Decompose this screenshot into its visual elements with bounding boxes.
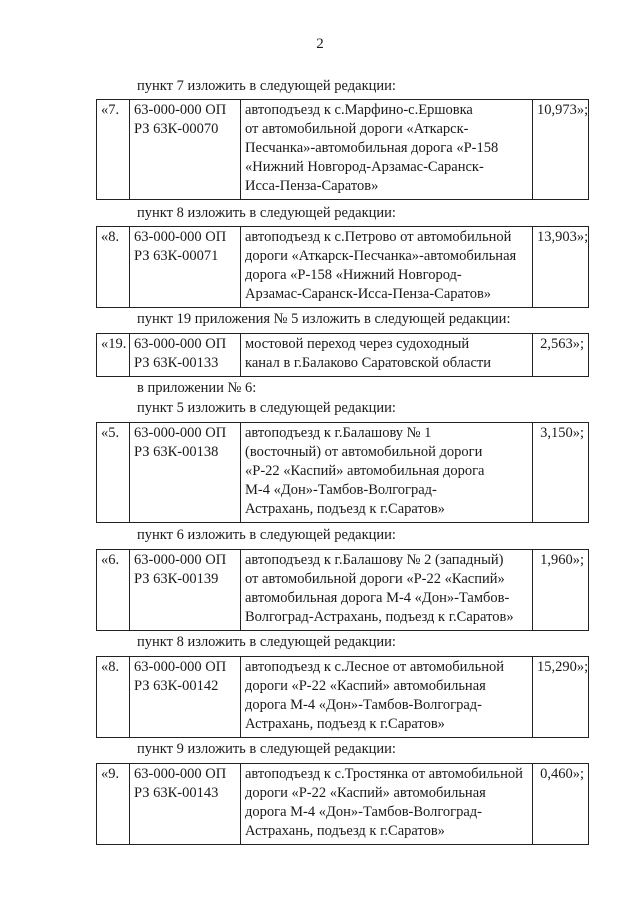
road-name-line: автомобильная дорога М-4 «Дон»-Тамбов- (245, 590, 510, 606)
road-id-line: 63-000-000 ОП (134, 659, 227, 675)
road-id-line: 63-000-000 ОП (134, 336, 227, 352)
section-heading: в приложении № 6: (137, 380, 257, 396)
road-id-cell (130, 227, 241, 308)
item-number: «5. (97, 423, 130, 523)
road-id-cell (130, 334, 241, 377)
length-value: 0,460»; (533, 764, 589, 845)
road-name-line: Арзамас-Саранск-Исса-Пенза-Саратов» (245, 286, 492, 302)
road-name-cell (241, 227, 533, 308)
road-name-line: автоподъезд к с.Тростянка от автомобильной (245, 766, 523, 782)
road-id-line: 63-000-000 ОП (134, 425, 227, 441)
item-number: «7. (97, 100, 130, 200)
road-id-line: РЗ 63К-00138 (134, 444, 219, 460)
table-row (97, 657, 589, 738)
road-name-line: автоподъезд к с.Петрово от автомобильной (245, 229, 512, 245)
road-name-line: автоподъезд к с.Лесное от автомобильной (245, 659, 505, 675)
instruction-heading: пункт 5 изложить в следующей редакции: (137, 400, 396, 416)
road-entry-table (96, 549, 589, 631)
road-name-cell (241, 100, 533, 200)
road-name-line: автоподъезд к г.Балашову № 2 (западный) (245, 552, 504, 568)
road-id-cell (130, 100, 241, 200)
road-name-line: дороги «Аткарск-Песчанка»-автомобильная (245, 248, 517, 264)
table-row (97, 550, 589, 631)
road-entry-table (96, 763, 589, 845)
page-number: 2 (316, 36, 324, 52)
road-name-line: Астрахань, подъезд к г.Саратов» (245, 501, 445, 517)
road-name-line: Песчанка»-автомобильная дорога «Р-158 (245, 140, 499, 156)
road-id-cell (130, 423, 241, 523)
item-number: «8. (97, 227, 130, 308)
road-id-line: РЗ 63К-00070 (134, 121, 219, 137)
road-entry-table (96, 226, 589, 308)
road-name-line: дороги «Р-22 «Каспий» автомобильная (245, 785, 486, 801)
road-name-line: Исса-Пенза-Саратов» (245, 178, 379, 194)
instruction-heading: пункт 8 изложить в следующей редакции: (137, 634, 396, 650)
road-id-line: РЗ 63К-00142 (134, 678, 219, 694)
road-entry-table (96, 422, 589, 523)
length-value: 2,563»; (533, 334, 589, 377)
road-id-line: 63-000-000 ОП (134, 229, 227, 245)
road-entry-table (96, 99, 589, 200)
road-id-line: РЗ 63К-00133 (134, 355, 219, 371)
road-name-line: дорога «Р-158 «Нижний Новгород- (245, 267, 462, 283)
instruction-heading: пункт 19 приложения № 5 изложить в следующей редакции: (137, 311, 511, 327)
road-name-line: Астрахань, подъезд к г.Саратов» (245, 716, 445, 732)
item-number: «8. (97, 657, 130, 738)
road-name-line: (восточный) от автомобильной дороги (245, 444, 483, 460)
road-id-cell (130, 764, 241, 845)
road-name-line: от автомобильной дороги «Р-22 «Каспий» (245, 571, 505, 587)
length-value: 15,290»; (533, 657, 589, 738)
road-name-line: дорога М-4 «Дон»-Тамбов-Волгоград- (245, 804, 483, 820)
road-name-line: автоподъезд к г.Балашову № 1 (245, 425, 432, 441)
road-name-line: мостовой переход через судоходный (245, 336, 470, 352)
length-value: 10,973»; (533, 100, 589, 200)
road-name-line: М-4 «Дон»-Тамбов-Волгоград- (245, 482, 437, 498)
length-value: 1,960»; (533, 550, 589, 631)
road-name-cell (241, 334, 533, 377)
road-name-line: дорога М-4 «Дон»-Тамбов-Волгоград- (245, 697, 483, 713)
instruction-heading: пункт 6 изложить в следующей редакции: (137, 527, 396, 543)
road-name-line: Волгоград-Астрахань, подъезд к г.Саратов» (245, 609, 514, 625)
road-name-line: «Нижний Новгород-Арзамас-Саранск- (245, 159, 484, 175)
road-id-line: РЗ 63К-00139 (134, 571, 219, 587)
road-id-line: 63-000-000 ОП (134, 102, 227, 118)
road-name-cell (241, 550, 533, 631)
road-name-line: автоподъезд к с.Марфино-с.Ершовка (245, 102, 473, 118)
length-value: 3,150»; (533, 423, 589, 523)
item-number: «9. (97, 764, 130, 845)
table-row (97, 764, 589, 845)
road-id-line: РЗ 63К-00071 (134, 248, 219, 264)
road-entry-table (96, 656, 589, 738)
road-name-line: «Р-22 «Каспий» автомобильная дорога (245, 463, 485, 479)
road-name-line: канал в г.Балаково Саратовской области (245, 355, 492, 371)
road-id-cell (130, 657, 241, 738)
road-name-cell (241, 764, 533, 845)
road-entry-table (96, 333, 589, 377)
road-id-line: 63-000-000 ОП (134, 552, 227, 568)
road-name-line: дороги «Р-22 «Каспий» автомобильная (245, 678, 486, 694)
road-name-cell (241, 423, 533, 523)
road-name-line: от автомобильной дороги «Аткарск- (245, 121, 469, 137)
road-id-cell (130, 550, 241, 631)
road-id-line: РЗ 63К-00143 (134, 785, 219, 801)
road-name-cell (241, 657, 533, 738)
road-name-line: Астрахань, подъезд к г.Саратов» (245, 823, 445, 839)
table-row (97, 423, 589, 523)
instruction-heading: пункт 7 изложить в следующей редакции: (137, 78, 396, 94)
table-row (97, 334, 589, 377)
item-number: «19. (97, 334, 130, 377)
road-id-line: 63-000-000 ОП (134, 766, 227, 782)
instruction-heading: пункт 9 изложить в следующей редакции: (137, 741, 396, 757)
item-number: «6. (97, 550, 130, 631)
table-row (97, 100, 589, 200)
instruction-heading: пункт 8 изложить в следующей редакции: (137, 205, 396, 221)
length-value: 13,903»; (533, 227, 589, 308)
table-row (97, 227, 589, 308)
